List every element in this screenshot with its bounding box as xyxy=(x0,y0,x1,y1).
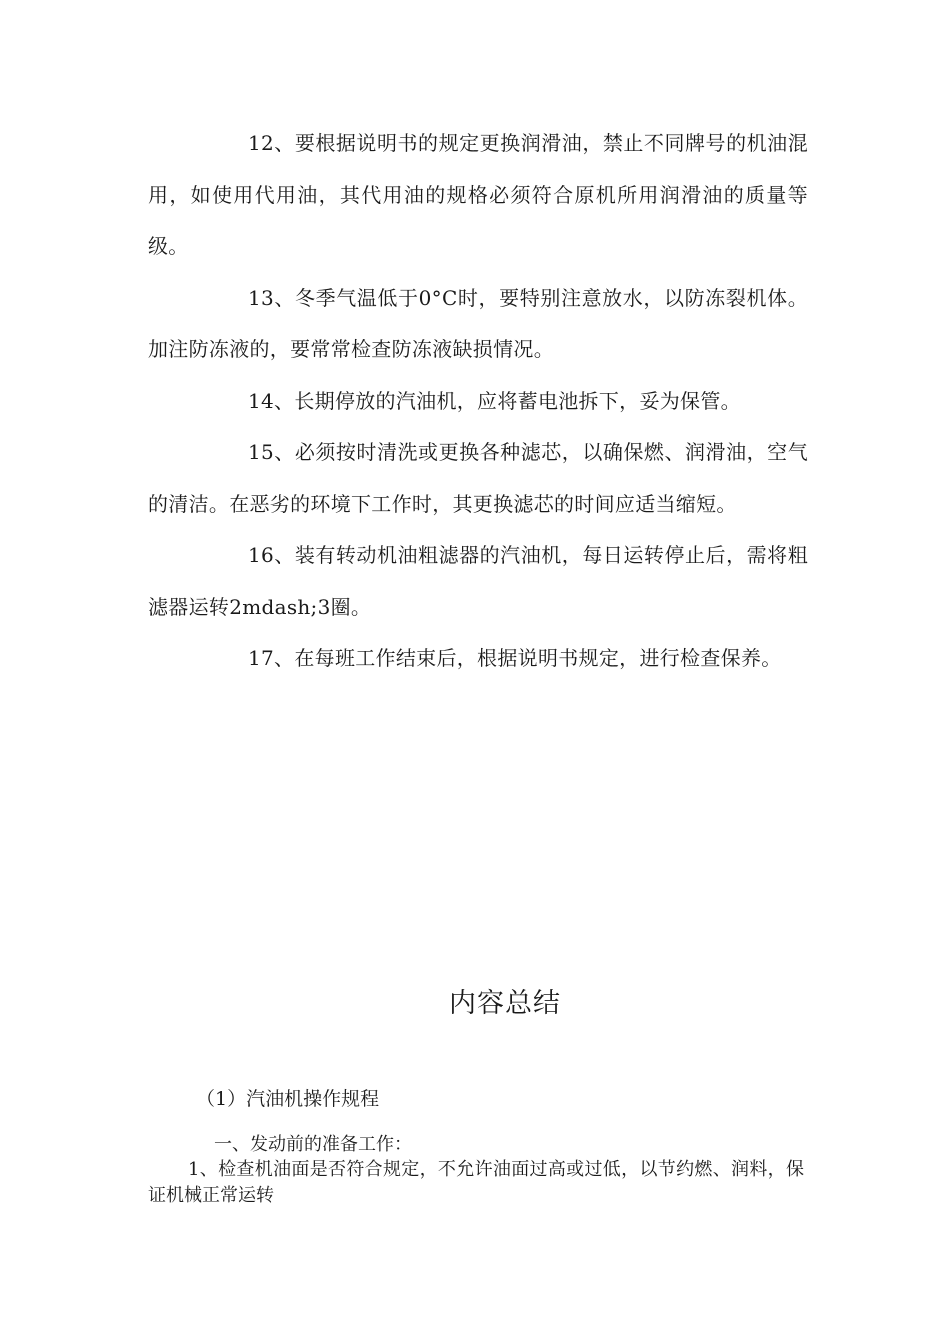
paragraph-12: 12、要根据说明书的规定更换润滑油，禁止不同牌号的机油混用，如使用代用油，其代用油的规格必须符合原机所用润滑油的质量等级。 xyxy=(148,131,808,258)
summary-heading: （1）汽油机操作规程 xyxy=(196,1088,380,1110)
paragraph-15: 15、必须按时清洗或更换各种滤芯，以确保燃、润滑油，空气的清洁。在恶劣的环境下工作时，其更换滤芯的时间应适当缩短。 xyxy=(148,440,808,516)
paragraph-17: 17、在每班工作结束后，根据说明书规定，进行检查保养。 xyxy=(248,646,782,670)
paragraph-16: 16、装有转动机油粗滤器的汽油机，每日运转停止后，需将粗滤器运转2mdash;3圈。 xyxy=(148,543,808,619)
summary-subheading: 一、发动前的准备工作： xyxy=(214,1134,412,1155)
summary-title: 内容总结 xyxy=(449,988,561,1019)
paragraph-14: 14、长期停放的汽油机，应将蓄电池拆下，妥为保管。 xyxy=(248,388,741,413)
paragraph-13: 13、冬季气温低于0°C时，要特别注意放水，以防冻裂机体。加注防冻液的，要常常检查防冻液缺损情况。 xyxy=(148,285,808,361)
body-text xyxy=(148,118,808,685)
summary-item-1: 1、检查机油面是否符合规定，不允许油面过高或过低，以节约燃、润料，保证机械正常运转 xyxy=(148,1159,804,1206)
